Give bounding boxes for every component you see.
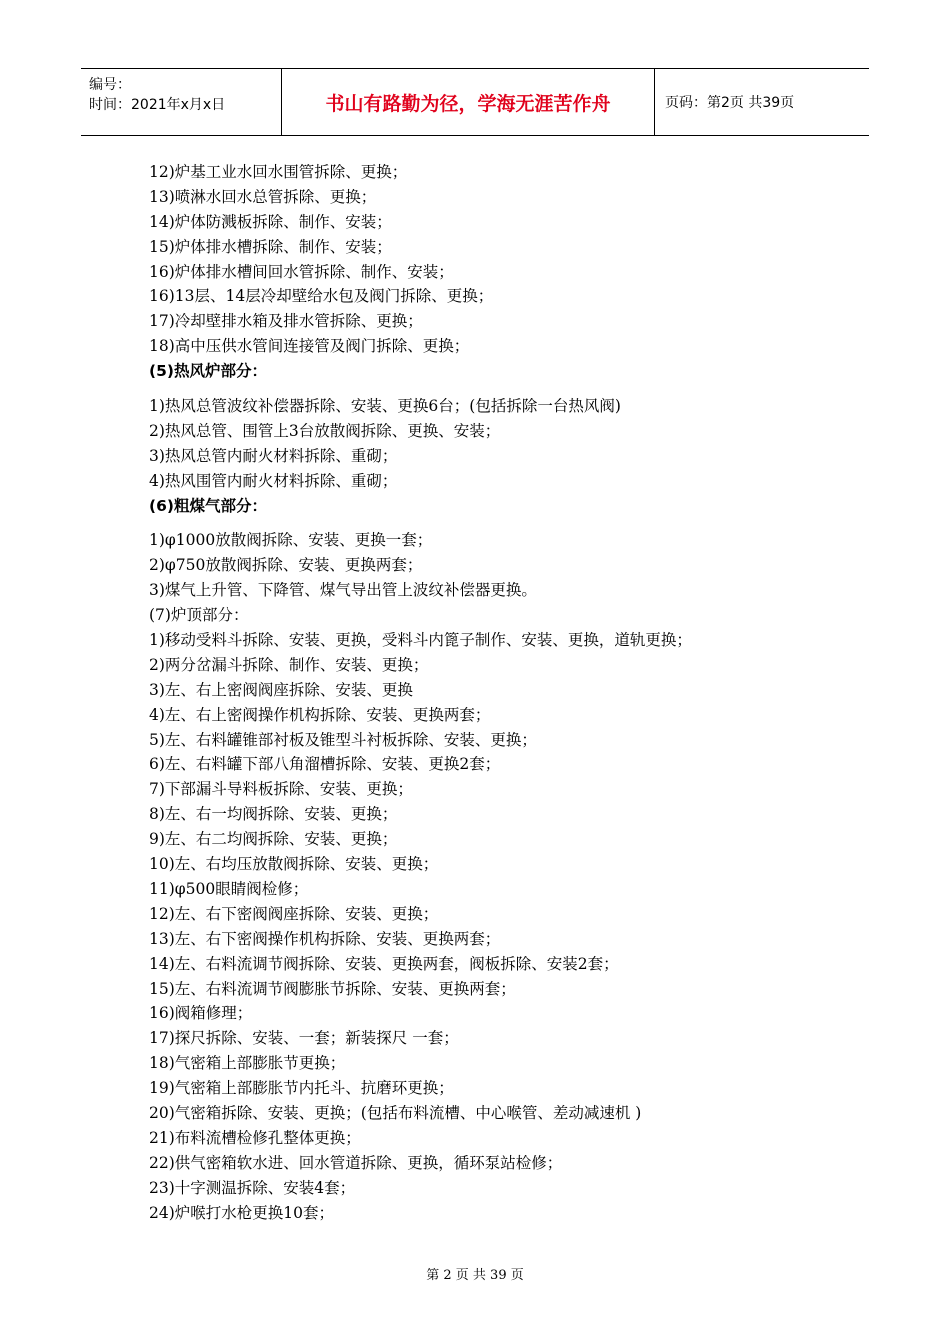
list-item: 18)高中压供水管间连接管及阀门拆除、更换；	[149, 337, 470, 356]
list-item: 15)炉体排水槽拆除、制作、安装；	[149, 237, 392, 256]
list-item: 7)下部漏斗导料板拆除、安装、更换；	[149, 780, 413, 799]
number-label: 编号：	[89, 77, 131, 93]
list-item: 12)炉基工业水回水围管拆除、更换；	[149, 163, 408, 181]
list-item: 15)左、右料流调节阀膨胀节拆除、安装、更换两套；	[149, 979, 516, 998]
list-item: 12)左、右下密阀阀座拆除、安装、更换；	[149, 904, 439, 923]
list-item: 23)十字测温拆除、安装4套；	[149, 1178, 356, 1197]
list-item: 1)φ1000放散阀拆除、安装、更换一套；	[149, 531, 433, 550]
list-item: 2)热风总管、围管上3台放散阀拆除、更换、安装；	[149, 421, 501, 440]
list-item: 6)左、右料罐下部八角溜槽拆除、安装、更换2套；	[149, 755, 501, 774]
list-item: 19)气密箱上部膨胀节内托斗、抗磨环更换；	[149, 1079, 454, 1098]
list-item: 14)炉体防溅板拆除、制作、安装；	[149, 212, 392, 231]
list-item: 24)炉喉打水枪更换10套；	[149, 1203, 334, 1222]
list-item: 20)气密箱拆除、安装、更换；(包括布料流槽、中心喉管、差动减速机 )	[149, 1103, 642, 1122]
list-item: 9)左、右二均阀拆除、安装、更换；	[149, 830, 398, 849]
page-footer: 第 2 页 共 39 页	[426, 1268, 524, 1283]
page-header	[81, 68, 869, 136]
list-item: 13)左、右下密阀操作机构拆除、安装、更换两套；	[149, 929, 501, 948]
page-info: 页码：第2页 共39页	[665, 95, 795, 111]
list-item: 8)左、右一均阀拆除、安装、更换；	[149, 805, 398, 824]
list-item: 3)左、右上密阀阀座拆除、安装、更换	[149, 680, 413, 699]
header-meta	[81, 69, 282, 135]
list-item: 17)冷却壁排水箱及排水管拆除、更换；	[149, 312, 423, 331]
list-item: 3)热风总管内耐火材料拆除、重砌；	[149, 446, 398, 465]
list-item: 4)热风围管内耐火材料拆除、重砌；	[149, 471, 398, 490]
list-item: 1)移动受料斗拆除、安装、更换，受料斗内篦子制作、安装、更换，道轨更换；	[149, 631, 692, 650]
section-heading-crude-gas: (6)粗煤气部分：	[149, 496, 267, 515]
list-item: 1)热风总管波纹补偿器拆除、安装、更换6台；(包括拆除一台热风阀)	[149, 397, 621, 416]
list-item: 2)φ750放散阀拆除、安装、更换两套；	[149, 556, 423, 575]
list-item: 22)供气密箱软水进、回水管道拆除、更换，循环泵站检修；	[149, 1153, 563, 1172]
list-item: 14)左、右料流调节阀拆除、安装、更换两套，阀板拆除、安装2套；	[149, 954, 619, 973]
section-heading-hot-blast: (5)热风炉部分：	[149, 362, 267, 381]
list-item: 13)喷淋水回水总管拆除、更换；	[149, 187, 377, 206]
list-item: 21)布料流槽检修孔整体更换；	[149, 1128, 361, 1147]
list-item: 16)炉体排水槽间回水管拆除、制作、安装；	[149, 262, 454, 281]
list-item: 16)13层、14层冷却壁给水包及阀门拆除、更换；	[149, 287, 494, 306]
document-body	[149, 160, 849, 1225]
list-item: 2)两分岔漏斗拆除、制作、安装、更换；	[149, 655, 429, 674]
list-item: 4)左、右上密阀操作机构拆除、安装、更换两套；	[149, 705, 491, 724]
section-heading-furnace-top: (7)炉顶部分：	[149, 606, 249, 625]
list-item: 17)探尺拆除、安装、一套；新装探尺 一套；	[149, 1029, 459, 1048]
list-item: 11)φ500眼睛阀检修；	[149, 879, 309, 898]
list-item: 18)气密箱上部膨胀节更换；	[149, 1054, 346, 1073]
date-label: 时间：2021年x月x日	[89, 97, 226, 113]
motto: 书山有路勤为径，学海无涯苦作舟	[282, 69, 655, 135]
list-item: 10)左、右均压放散阀拆除、安装、更换；	[149, 855, 439, 874]
list-item: 3)煤气上升管、下降管、煤气导出管上波纹补偿器更换。	[149, 581, 537, 600]
list-item: 16)阀箱修理；	[149, 1004, 253, 1023]
list-item: 5)左、右料罐锥部衬板及锥型斗衬板拆除、安装、更换；	[149, 730, 537, 749]
